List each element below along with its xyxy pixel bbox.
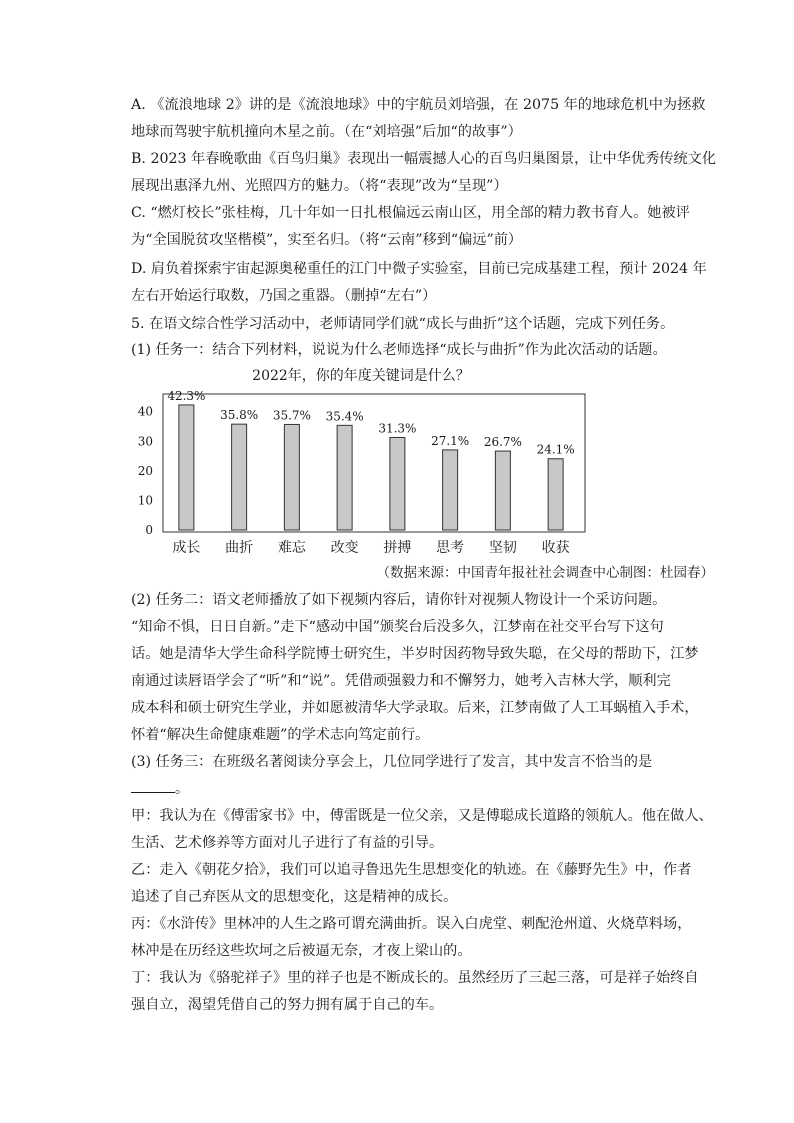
bar-value-label: 35.8% xyxy=(220,408,259,423)
category-label: 思考 xyxy=(436,540,465,556)
task-1-heading: (1) 任务一：结合下列材料，说说为什么老师选择“成长与曲折”作为此次活动的话题。 xyxy=(131,342,667,358)
bar-2 xyxy=(232,424,247,530)
y-tick-label: 0 xyxy=(145,523,153,537)
bar-3 xyxy=(284,424,299,530)
statement-ding-line2: 强自立，渴望凭借自己的努力拥有属于自己的车。 xyxy=(131,997,444,1013)
y-tick-label: 10 xyxy=(137,493,153,508)
statement-ding-line1: 丁：我认为《骆驼祥子》里的祥子也是不断成长的。虽然经历了三起三落，可是祥子始终自 xyxy=(131,970,699,986)
statement-yi-line1: 乙：走入《朝花夕拾》，我们可以追寻鲁迅先生思想变化的轨迹。在《藤野先生》中，作者 xyxy=(131,862,692,878)
task-2-line2: 话。她是清华大学生命科学院博士研究生，半岁时因药物导致失聪，在父母的帮助下，江梦 xyxy=(131,646,699,662)
category-label: 成长 xyxy=(172,540,201,556)
task-2-line4: 成本科和硕士研究生学业，并如愿被清华大学录取。后来，江梦南做了人工耳蜗植入手术， xyxy=(131,700,699,716)
task-3-heading: (3) 任务三：在班级名著阅读分享会上，几位同学进行了发言，其中发言不恰当的是 xyxy=(131,754,653,770)
y-tick-label: 40 xyxy=(137,404,153,419)
statement-bing-line2: 林冲是在历经这些坎坷之后被逼无奈，才夜上梁山的。 xyxy=(131,943,472,959)
bar-value-label: 27.1% xyxy=(431,433,470,448)
bar-6 xyxy=(443,450,458,530)
question-5: 5. 在语文综合性学习活动中，老师请同学们就“成长与曲折”这个话题，完成下列任务。 xyxy=(131,316,675,332)
y-tick-label: 30 xyxy=(137,434,153,449)
bar-1 xyxy=(179,405,194,530)
task-2-heading: (2) 任务二：语文老师播放了如下视频内容后，请你针对视频人物设计一个采访问题。 xyxy=(131,592,667,608)
answer-blank-line xyxy=(131,776,707,803)
y-tick-label: 20 xyxy=(137,463,153,478)
category-label: 收获 xyxy=(541,540,570,556)
option-d-line1: D. 肩负着探索宇宙起源奥秘重任的江门中微子实验室，目前已完成基建工程，预计 2024 年 xyxy=(131,261,707,277)
bar-8 xyxy=(548,459,563,530)
option-a-line2: 地球而驾驶宇航机撞向木星之前。（在“刘培强”后加“的故事”） xyxy=(131,124,522,140)
chart-title: 2022年，你的年度关键词是什么？ xyxy=(252,368,470,384)
statement-bing-line1: 丙：《水浒传》里林冲的人生之路可谓充满曲折。误入白虎堂、刺配沧州道、火烧草料场， xyxy=(131,916,692,932)
category-label: 曲折 xyxy=(225,540,254,556)
statement-jia-line2: 生活、艺术修养等方面对儿子进行了有益的引导。 xyxy=(131,835,444,851)
category-label: 拼搏 xyxy=(383,540,412,556)
answer-blank[interactable] xyxy=(131,778,175,793)
bar-4 xyxy=(337,425,352,530)
bar-value-label: 31.3% xyxy=(378,421,417,436)
bar-value-label: 35.7% xyxy=(272,408,311,423)
option-c-line2: 为“全国脱贫攻坚楷模”，实至名归。（将“云南”移到“偏远”前） xyxy=(131,232,523,248)
bar-value-label: 35.4% xyxy=(325,409,364,424)
task-2-line5: 怀着“解决生命健康难题”的学术志向笃定前行。 xyxy=(131,727,430,743)
task-2-line3: 南通过读唇语学会了“听”和“说”。凭借顽强毅力和不懈努力，她考入吉林大学，顺利完 xyxy=(131,673,671,689)
task-2-line1: “知命不惧，日日自新。”走下“感动中国”颁奖台后没多久，江梦南在社交平台写下这句 xyxy=(131,619,664,635)
option-a-line1: A. 《流浪地球 2》讲的是《流浪地球》中的宇航员刘培强，在 2075 年的地球危机中为拯救 xyxy=(131,97,706,113)
statement-jia-line1: 甲：我认为在《傅雷家书》中，傅雷既是一位父亲，又是傅聪成长道路的领航人。他在做人、 xyxy=(131,808,713,824)
option-b-line1: B. 2023 年春晚歌曲《百鸟归巢》表现出一幅震撼人心的百鸟归巢图景，让中华优秀传统文化 xyxy=(131,151,717,167)
option-c-line1: C. “燃灯校长”张桂梅，几十年如一日扎根偏远云南山区，用全部的精力教书育人。她被评 xyxy=(131,205,690,221)
option-d-line2: 左右开始运行取数，乃国之重器。（删掉“左右”） xyxy=(131,288,437,304)
option-b-line2: 展现出惠泽九州、光照四方的魅力。（将“表现”改为“呈现”） xyxy=(131,178,508,194)
statement-yi-line2: 追述了自己弃医从文的思想变化，这是精神的成长。 xyxy=(131,889,458,905)
bar-value-label: 42.3% xyxy=(167,388,206,403)
category-label: 坚韧 xyxy=(488,540,517,556)
category-label: 改变 xyxy=(330,540,359,556)
bar-chart xyxy=(131,388,591,563)
bar-value-label: 26.7% xyxy=(483,435,522,450)
bar-value-label: 24.1% xyxy=(536,442,575,457)
bar-5 xyxy=(390,437,405,530)
category-label: 难忘 xyxy=(277,540,306,556)
chart-source: （数据来源：中国青年报社社会调查中心制图：杜园春） xyxy=(376,565,714,581)
answer-blank-period: 。 xyxy=(175,781,190,797)
bar-7 xyxy=(495,451,510,530)
